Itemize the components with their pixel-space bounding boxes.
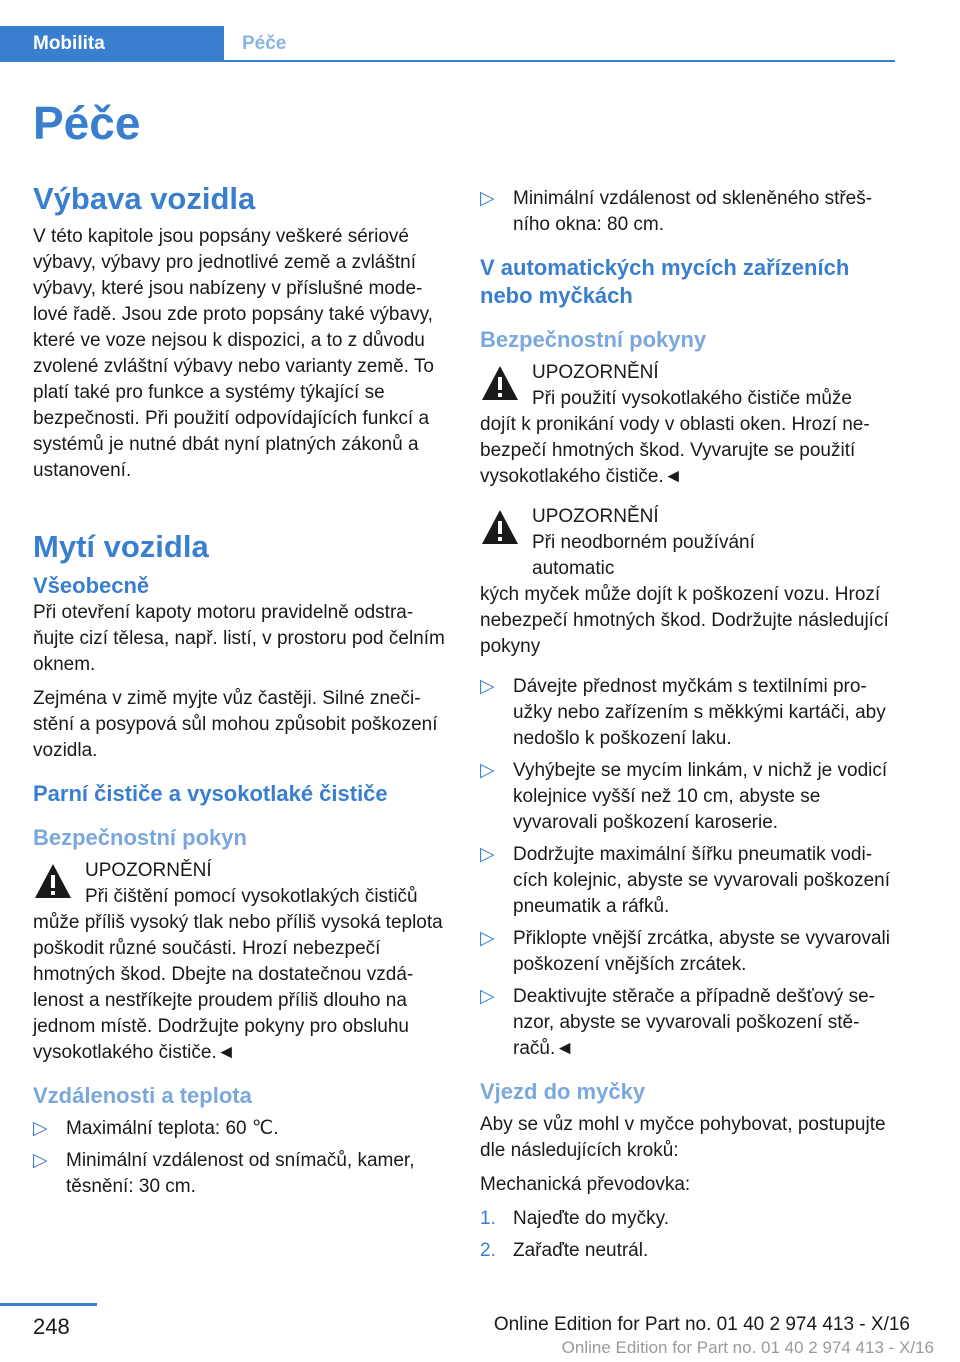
watermark: Online Edition for Part no. 01 40 2 974 413 - X/16 xyxy=(561,1338,934,1357)
header-tabs xyxy=(0,26,302,62)
warning-block xyxy=(480,504,895,660)
left-column xyxy=(33,180,448,1208)
header-rule xyxy=(0,60,895,62)
warning-block xyxy=(480,360,895,490)
bullet-list xyxy=(480,674,895,1062)
list-item: ▷ Dodržujte maximální šířku pneumatik vodicích kolejnic, abyste se vyvarovali poškození pneumatik a ráfků. xyxy=(480,844,891,917)
paragraph-kapota: Při otevření kapoty motoru pravidelně odstraňujte cizí tělesa, např. listí, v prostoru pod čelním oknem. xyxy=(33,602,445,675)
warning-block xyxy=(33,858,448,1066)
warning-first-line: Při použití vysokotlakého čističe může xyxy=(532,388,852,409)
triangle-bullet-icon: ▷ xyxy=(480,928,495,949)
subheading-vseobecne: Všeobecně xyxy=(33,573,150,598)
warning-triangle-icon xyxy=(33,862,73,900)
subheading-vjezd: Vjezd do myčky xyxy=(480,1079,646,1104)
step-number: 2. xyxy=(480,1240,496,1261)
page-number: 248 xyxy=(33,1314,70,1339)
subheading-bezpecnostni-pokyn: Bezpečnostní pokyn xyxy=(33,825,247,850)
triangle-bullet-icon: ▷ xyxy=(480,188,495,209)
subheading-vzdalenosti: Vzdálenosti a teplota xyxy=(33,1083,252,1108)
list-item: ▷ Dávejte přednost myčkám s textilními proužky nebo zařízením s měkkými kartáči, aby nedošlo k poškození laku. xyxy=(480,676,886,749)
page-title: Péče xyxy=(33,97,141,149)
tab-pece[interactable]: Péče xyxy=(242,33,287,54)
section-title-vybava: Výbava vozidla xyxy=(33,181,256,216)
warning-first-line: Při neodborném používání automatic xyxy=(532,532,755,579)
list-item: ▷ Vyhýbejte se mycím linkám, v nichž je vodicí kolejnice vyšší než 10 cm, abyste se vyvarovali poškození karoserie. xyxy=(480,760,888,833)
subheading-bezpecnostni-pokyny: Bezpečnostní pokyny xyxy=(480,327,707,352)
paragraph-zima: Zejména v zimě myjte vůz častěji. Silné znečistění a posypová sůl mohou způsobit poškození vozidla. xyxy=(33,688,438,761)
triangle-bullet-icon: ▷ xyxy=(480,844,495,865)
warning-triangle-icon xyxy=(480,508,520,546)
list-item: ▷ Přiklopte vnější zrcátka, abyste se vyvarovali poškození vnějších zrcátek. xyxy=(480,928,890,975)
triangle-bullet-icon: ▷ xyxy=(480,760,495,781)
paragraph-vybava: V této kapitole jsou popsány veškeré sériové výbavy, výbavy pro jednotlivé země a zvláštní výbavy, které jsou nabízeny v příslušné modelové řadě. Jsou zde proto popsány také výbavy, které ve voze nejsou k dispozici, a to z důvodu zvolené zvláštní výbavy nebo varianty země. To platí také pro funkce a systémy týkající se bezpečnosti. Při použití odpovídajících funkcí a systémů je nutné dbát nyní platných zákonů a ustanovení. xyxy=(33,226,434,481)
warning-triangle-icon xyxy=(480,364,520,402)
edition-text: Online Edition for Part no. 01 40 2 974 413 - X/16 xyxy=(493,1314,910,1335)
subheading-mycky: V automatických mycích zařízeních nebo myčkách xyxy=(480,255,850,308)
list-item: 1. Najeďte do myčky. xyxy=(480,1206,895,1232)
bullet-list xyxy=(33,1116,448,1200)
list-item: ▷ Minimální vzdálenost od skleněného střešního okna: 80 cm. xyxy=(480,188,873,235)
paragraph-prevodovka: Mechanická převodovka: xyxy=(480,1174,691,1195)
section-title-myti: Mytí vozidla xyxy=(33,529,209,564)
subheading-parni-cistice: Parní čističe a vysokotlaké čističe xyxy=(33,781,388,806)
step-number: 1. xyxy=(480,1208,496,1229)
triangle-bullet-icon: ▷ xyxy=(480,986,495,1007)
list-item: 2. Zařaďte neutrál. xyxy=(480,1238,895,1264)
tab-mobilita[interactable]: Mobilita xyxy=(0,26,224,62)
right-column xyxy=(480,186,895,1272)
paragraph-postup: Aby se vůz mohl v myčce pohybovat, postupujte dle následujících kroků: xyxy=(480,1114,886,1161)
warning-label: UPOZORNĚNÍ xyxy=(85,860,212,881)
triangle-bullet-icon: ▷ xyxy=(33,1118,48,1139)
warning-label: UPOZORNĚNÍ xyxy=(532,506,659,527)
triangle-bullet-icon: ▷ xyxy=(33,1150,48,1171)
warning-label: UPOZORNĚNÍ xyxy=(532,362,659,383)
list-item: ▷ Deaktivujte stěrače a případně dešťový senzor, abyste se vyvarovali poškození stěračů.◄ xyxy=(480,986,875,1059)
numbered-list xyxy=(480,1206,895,1264)
bullet-list xyxy=(480,186,895,238)
warning-text: kých myček může dojít k poškození vozu. Hrozí nebezpečí hmotných škod. Dodržujte následující pokyny xyxy=(480,584,889,657)
warning-text: může příliš vysoký tlak nebo příliš vysoká teplota poškodit různé součásti. Hrozí nebezpečí hmotných škod. Dbejte na dostatečnou vzdálenost a nestříkejte proudem příliš dlouho na jednom místě. Dodržujte pokyny pro obsluhu vysokotlakého čističe.◄ xyxy=(33,912,443,1063)
triangle-bullet-icon: ▷ xyxy=(480,676,495,697)
footer-rule xyxy=(0,1303,97,1306)
warning-text: dojít k pronikání vody v oblasti oken. Hrozí nebezpečí hmotných škod. Vyvarujte se použití vysokotlakého čističe.◄ xyxy=(480,414,870,487)
list-item: ▷ Maximální teplota: 60 ℃. xyxy=(33,1116,448,1142)
warning-first-line: Při čištění pomocí vysokotlakých čističů xyxy=(85,886,418,907)
list-item: ▷ Minimální vzdálenost od snímačů, kamer, těsnění: 30 cm. xyxy=(33,1150,415,1197)
